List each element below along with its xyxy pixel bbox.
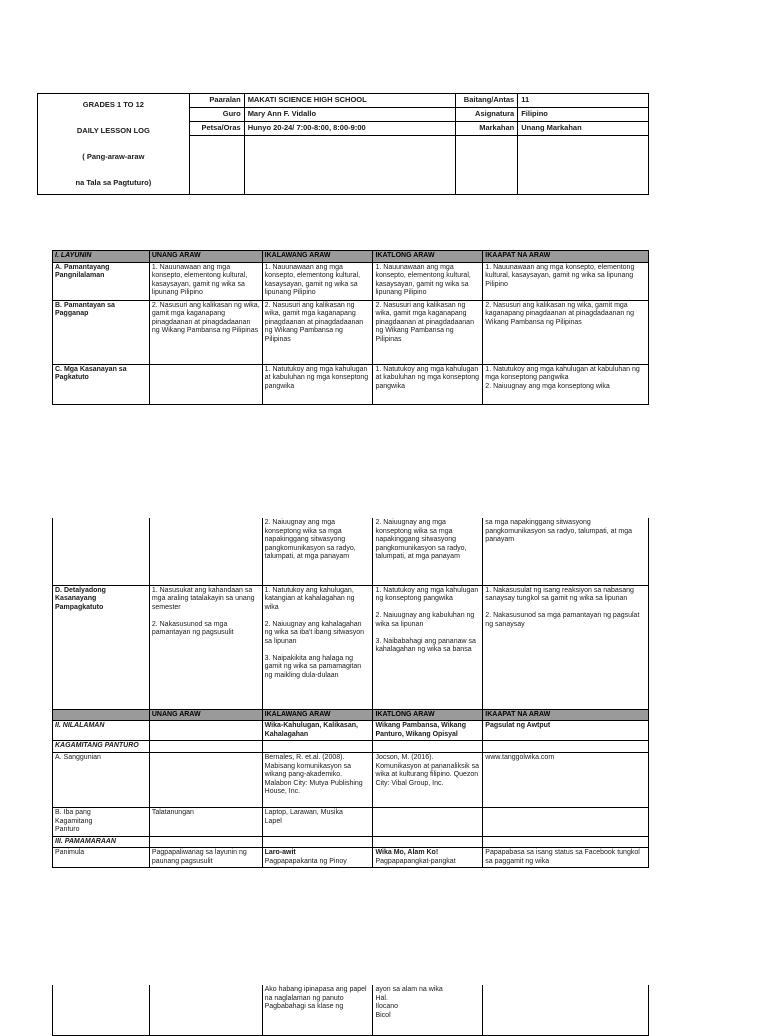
cont-cell-3: 2. Naiuugnay ang mga konseptong wika sa mga napakinggang sitwasyong pangkomunikasyon sa radyo, talumpati, at mga panayam	[373, 518, 483, 585]
iba-cell-2: Laptop, Larawan, Musika Lapel	[262, 808, 373, 837]
paaralan-label: Paaralan	[189, 94, 244, 108]
header-line4: na Tala sa Pagtuturo)	[75, 178, 152, 187]
nilalaman-cell-4: Pagsulat ng Awtput	[483, 721, 649, 741]
petsa-label: Petsa/Oras	[189, 121, 244, 135]
cell-c-2: 1. Natutukoy ang mga kahulugan at kabuluhan ng mga konseptong pangwika	[262, 364, 373, 404]
cell-c-3: 1. Natutukoy ang mga kahulugan at kabuluhan ng mga konseptong pangwika	[373, 364, 483, 404]
cell-b-3: 2. Nasusuri ang kalikasan ng wika, gamit mga kaganapang pinagdaanan at pinagdadaanan ng Wikang Pambansa ng Pilipinas	[373, 300, 483, 364]
panimula-cell-2	[262, 848, 373, 868]
sanggunian-label: A. Sanggunian	[53, 753, 150, 808]
cont-cell-4: sa mga napakinggang sitwasyong pangkomunikasyon sa radyo, talumpati, at mga panayam	[483, 518, 649, 585]
page2-table	[52, 518, 649, 868]
header-blank-2	[244, 135, 456, 194]
p3-cell-2: Ako habang ipinapasa ang papel na naglalaman ng panuto Pagbabahagi sa klase ng	[262, 985, 373, 1035]
panimula-cell-2-body: Pagpapapakanta ng Pinoy	[264, 857, 347, 865]
cell-c-4: 1. Natutukoy ang mga kahulugan at kabuluhan ng mga konseptong pangwika 2. Naiuugnay ang mga konseptong wika	[483, 364, 649, 404]
cell-d-4: 1. Nakasusulat ng isang reaksiyon sa nabasang sanaysay tungkol sa gamit ng wika sa lipunan 2. Nakasusunod sa mga pamantayan ng pagsulat ng sanaysay	[483, 585, 649, 709]
cell-b-1: 2. Nasusuri ang kalikasan ng wika, gamit mga kaganapang pinagdaanan at pinagdadaanan ng Wikang Pambansa ng Pilipinas	[149, 300, 262, 364]
day-header-4: IKAAPAT NA ARAW	[483, 251, 649, 263]
header-blank-4	[518, 135, 649, 194]
day-header-3: IKATLONG ARAW	[373, 251, 483, 263]
panimula-label: Panimula	[53, 848, 150, 868]
panimula-cell-2-title: Laro-awit	[264, 849, 296, 856]
markahan-value: Unang Markahan	[518, 121, 649, 135]
layunin-heading: I. LAYUNIN	[53, 251, 150, 263]
header-blank-3	[456, 135, 518, 194]
header-left-title	[38, 94, 190, 195]
cell-c-1	[149, 364, 262, 404]
markahan-label: Markahan	[456, 121, 518, 135]
paaralan-value: MAKATI SCIENCE HIGH SCHOOL	[244, 94, 456, 108]
pamamaraan-heading: III. PAMAMARAAN	[53, 836, 150, 848]
panimula-cell-3-body: Pagpapapangkat-pangkat	[375, 857, 456, 865]
day-repeat-1: UNANG ARAW	[149, 709, 262, 721]
p3-cell-3: ayon sa alam na wika Hal. Ilocano Bicol	[373, 985, 483, 1035]
header-line3: ( Pang-araw-araw	[82, 152, 145, 161]
header-line2: DAILY LESSON LOG	[76, 126, 150, 135]
iba-cell-1: Talatanungan	[149, 808, 262, 837]
sanggunian-cell-2: Bernales, R. et.al. (2008). Mabisang komunikasyon sa wikang pang-akademiko. Malabon City: Mutya Publishing House, Inc.	[262, 753, 373, 808]
p3-cell-4	[483, 985, 649, 1035]
header-table	[37, 93, 649, 195]
cell-a-3: 1. Nauunawaan ang mga konsepto, elementong kultural, kasaysayan, gamit ng wika sa lipunang Pilipino	[373, 262, 483, 300]
days-repeat-blank	[53, 709, 150, 721]
day-repeat-3: IKATLONG ARAW	[373, 709, 483, 721]
cont-label	[53, 518, 150, 585]
p3-cell-1	[149, 985, 262, 1035]
cell-a-1: 1. Nauunawaan ang mga konsepto, elementong kultural, kasaysayan, gamit ng wika sa lipunang Pilipino	[149, 262, 262, 300]
pamamaraan-cell-2	[262, 836, 373, 848]
pamamaraan-cell-4	[483, 836, 649, 848]
petsa-value: Hunyo 20-24/ 7:00-8:00, 8:00-9:00	[244, 121, 456, 135]
header-blank-1	[189, 135, 244, 194]
p3-cell-0	[53, 985, 150, 1035]
guro-label: Guro	[189, 107, 244, 121]
baitang-value: 11	[518, 94, 649, 108]
kagamitan-cell-2	[262, 741, 373, 753]
cell-b-4: 2. Nasusuri ang kalikasan ng wika, gamit mga kaganapang pinagdaanan at pinagdadaanan ng Wikang Pambansa ng Pilipinas	[483, 300, 649, 364]
cell-d-1: 1. Nasusukat ang kahandaan sa mga araling tatalakayin sa unang semester 2. Nakasusunod sa mga pamantayan ng pagsusulit	[149, 585, 262, 709]
panimula-cell-3-title: Wika Mo, Alam Ko!	[375, 849, 439, 856]
guro-value: Mary Ann F. Vidallo	[244, 107, 456, 121]
cell-b-2: 2. Nasusuri ang kalikasan ng wika, gamit mga kaganapang pinagdaanan at pinagdadaanan ng Wikang Pambansa ng Pilipinas	[262, 300, 373, 364]
header-line1: GRADES 1 TO 12	[82, 100, 144, 109]
baitang-label: Baitang/Antas	[456, 94, 518, 108]
panimula-cell-3	[373, 848, 483, 868]
asignatura-label: Asignatura	[456, 107, 518, 121]
iba-pang-label: B. Iba pang Kagamitang Panturo	[53, 808, 150, 837]
layunin-table	[52, 250, 649, 405]
day-header-2: IKALAWANG ARAW	[262, 251, 373, 263]
cell-d-3: 1. Natutukoy ang mga kahulugan ng konseptong pangwika 2. Naiuugnay ang kabuluhan ng wika sa lipunan 3. Naibabahagi ang pananaw sa kahalagahan ng wika sa bansa	[373, 585, 483, 709]
panimula-cell-4: Papapabasa sa isang status sa Facebook tungkol sa paggamit ng wika	[483, 848, 649, 868]
row-label-pamantayan-sa-pagganap: B. Pamantayan sa Pagganap	[53, 300, 150, 364]
sanggunian-cell-1	[149, 753, 262, 808]
pamamaraan-cell-3	[373, 836, 483, 848]
asignatura-value: Filipino	[518, 107, 649, 121]
day-repeat-2: IKALAWANG ARAW	[262, 709, 373, 721]
page3-table	[52, 985, 649, 1036]
nilalaman-heading: II. NILALAMAN	[53, 721, 150, 741]
kagamitan-heading: KAGAMITANG PANTURO	[53, 741, 150, 753]
cell-d-2: 1. Natutukoy ang kahulugan, katangian at kahalagahan ng wika 2. Naiuugnay ang kahalagahan ng wika sa iba't ibang sitwasyon sa lipunan 3. Naipakikita ang halaga ng gamit ng wika sa pamamagitan ng maikling dula-dulaan	[262, 585, 373, 709]
kagamitan-cell-3	[373, 741, 483, 753]
day-header-1: UNANG ARAW	[149, 251, 262, 263]
sanggunian-cell-4: www.tanggolwika.com	[483, 753, 649, 808]
nilalaman-cell-3: Wikang Pambansa, Wikang Panturo, Wikang Opisyal	[373, 721, 483, 741]
nilalaman-cell-2: Wika-Kahulugan, Kalikasan, Kahalagahan	[262, 721, 373, 741]
cont-cell-2: 2. Naiuugnay ang mga konseptong wika sa mga napakinggang sitwasyong pangkomunikasyon sa radyo, talumpati, at mga panayam	[262, 518, 373, 585]
nilalaman-cell-1	[149, 721, 262, 741]
row-label-kasanayan: C. Mga Kasanayan sa Pagkatuto	[53, 364, 150, 404]
iba-cell-4	[483, 808, 649, 837]
panimula-cell-1: Pagpapaliwanag sa layunin ng paunang pagsusulit	[149, 848, 262, 868]
pamamaraan-cell-1	[149, 836, 262, 848]
day-repeat-4: IKAAPAT NA ARAW	[483, 709, 649, 721]
iba-cell-3	[373, 808, 483, 837]
cont-cell-1	[149, 518, 262, 585]
sanggunian-cell-3: Jocson, M. (2016). Komunikasyon at pananaliksik sa wika at kulturang filipino. Quezon City: Vibal Group, Inc.	[373, 753, 483, 808]
kagamitan-cell-4	[483, 741, 649, 753]
row-label-pamantayang-pangnilalaman: A. Pamantayang Pangnilalaman	[53, 262, 150, 300]
row-label-detalyadong-kasanayan: D. Detalyadong Kasanayang Pampagkatuto	[53, 585, 150, 709]
cell-a-2: 1. Nauunawaan ang mga konsepto, elementong kultural, kasaysayan, gamit ng wika sa lipunang Pilipino	[262, 262, 373, 300]
kagamitan-cell-1	[149, 741, 262, 753]
cell-a-4: 1. Nauunawaan ang mga konsepto, elementong kultural, kasaysayan, gamit ng wika sa lipunang Pilipino	[483, 262, 649, 300]
